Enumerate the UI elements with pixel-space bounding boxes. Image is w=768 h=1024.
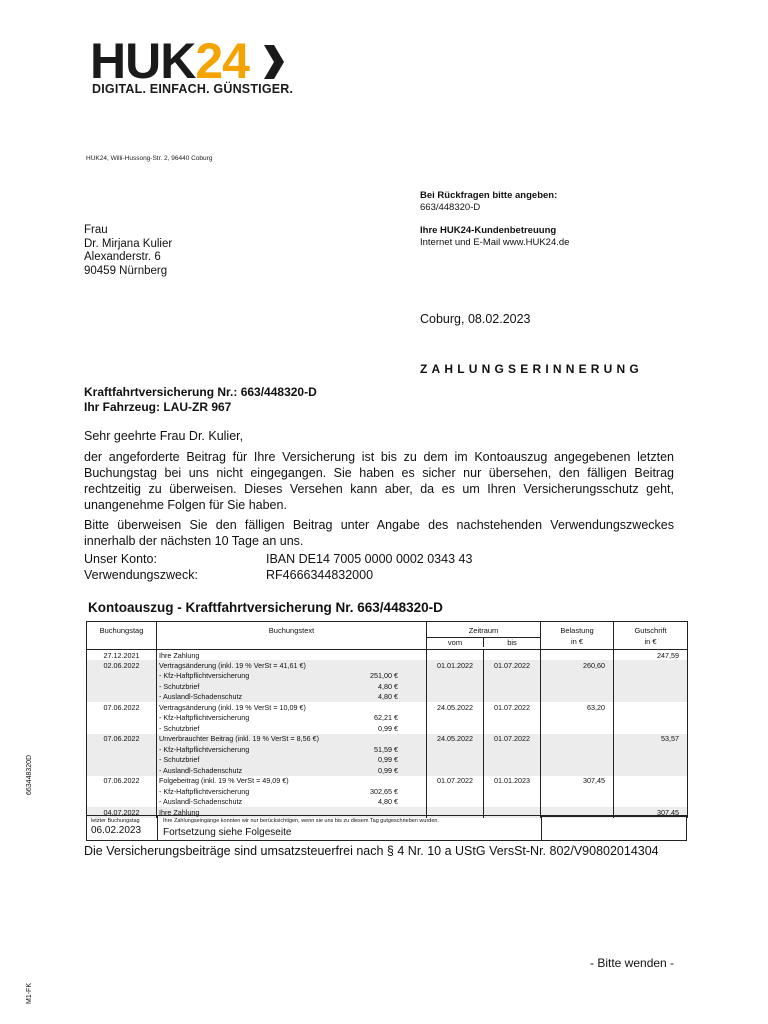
account-label: Unser Konto:	[84, 552, 157, 566]
cell-vom	[427, 681, 484, 692]
last-booking-label: letzter Buchungstag	[91, 818, 140, 824]
recipient-name: Dr. Mirjana Kulier	[84, 237, 173, 250]
cell-buchungstag: 07.06.2022	[103, 702, 140, 712]
cell-buchungstext: - Kfz-Haftpflichtversicherung	[157, 786, 357, 797]
table-row	[87, 765, 688, 776]
header-vom: vom	[447, 638, 463, 647]
cell-buchungstag: 04.07.2022	[87, 807, 157, 818]
letter-date: Coburg, 08.02.2023	[420, 312, 531, 326]
cell-gutschrift	[614, 702, 688, 713]
cell-bis	[484, 755, 541, 766]
cell-belastung	[541, 650, 614, 661]
cell-bis	[484, 786, 541, 797]
cell-buchungstext: - Schutzbrief	[157, 755, 357, 766]
cell-vom	[427, 797, 484, 808]
cell-buchungstext: - Auslandl-Schadenschutz	[157, 692, 357, 703]
recipient-address	[84, 224, 172, 278]
cell-buchungstag	[87, 671, 157, 682]
cell-teilbetrag: 0,99 €	[378, 723, 399, 733]
cell-vom	[427, 765, 484, 776]
cell-buchungstext: - Kfz-Haftpflichtversicherung	[157, 744, 357, 755]
cell-buchungstag: 07.06.2022	[103, 776, 140, 786]
cell-teilbetrag: 4,80 €	[378, 797, 399, 807]
cell-belastung	[541, 755, 614, 766]
recipient-street: Alexanderstr. 6	[84, 251, 161, 263]
service-contact: Internet und E-Mail www.HUK24.de	[420, 237, 570, 248]
reference-value: 663/448320-D	[420, 202, 481, 213]
cell-buchungstext: - Schutzbrief	[157, 723, 357, 734]
logo-word: HUK	[90, 33, 196, 89]
header-gutschrift-label: Gutschrift	[634, 626, 667, 635]
table-row	[87, 650, 688, 661]
cell-bis	[484, 650, 541, 661]
cell-gutschrift	[614, 765, 688, 776]
cell-gutschrift	[614, 681, 688, 692]
recipient-city: 90459 Nürnberg	[84, 264, 168, 277]
table-row	[87, 713, 688, 724]
table-row	[87, 692, 688, 703]
cell-teilbetrag: 51,59 €	[357, 744, 427, 755]
body-paragraph-1: der angeforderte Beitrag für Ihre Versicherung ist bis zu dem im Kontoauszug angegebenen letzten Buchungstag bei uns nicht eingegangen. Sie haben es sicher nur übersehen, den fälligen Beitrag rechtzeitig zu überweisen. Dieses Versehen kann aber, da es um Ihren Versicherungsschutz geht, unangenehme Folgen für Sie haben.	[84, 450, 674, 512]
side-document-id: 663448320D	[26, 754, 33, 795]
last-booking-date: 06.02.2023	[91, 825, 142, 836]
cell-vom	[427, 755, 484, 766]
cell-vom	[427, 692, 484, 703]
cell-teilbetrag: 0,99 €	[357, 755, 427, 766]
side-form-code: M1-FK	[26, 983, 33, 1004]
table-row	[87, 671, 688, 682]
cell-buchungstag	[87, 786, 157, 797]
cell-buchungstext: - Kfz-Haftpflichtversicherung	[157, 713, 357, 724]
cell-teilbetrag: 251,00 €	[357, 671, 427, 682]
cell-buchungstag	[87, 744, 157, 755]
cell-gutschrift	[614, 671, 688, 682]
cell-teilbetrag: 4,80 €	[357, 692, 427, 703]
cell-vom: 01.07.2022	[427, 776, 484, 787]
logo-tagline: DIGITAL. EINFACH. GÜNSTIGER.	[92, 82, 294, 96]
cell-bis	[484, 723, 541, 734]
subject-policy: Kraftfahrtversicherung Nr.: 663/448320-D	[84, 385, 317, 399]
cell-buchungstext: - Auslandl-Schadenschutz	[157, 797, 357, 808]
cell-gutschrift	[614, 786, 688, 797]
cell-gutschrift	[614, 776, 688, 787]
header-zeitraum-label: Zeitraum	[468, 626, 499, 635]
table-row	[87, 702, 688, 713]
cell-bis: 01.07.2022	[484, 734, 541, 745]
total-box	[541, 816, 687, 841]
cell-buchungstext: Ihre Zahlung	[157, 807, 357, 818]
greeting: Sehr geehrte Frau Dr. Kulier,	[84, 429, 244, 443]
cell-buchungstag	[87, 681, 157, 692]
cell-gutschrift	[614, 755, 688, 766]
cell-belastung	[541, 786, 614, 797]
cell-belastung	[541, 692, 614, 703]
cell-belastung	[541, 671, 614, 682]
cell-buchungstext: Unverbrauchter Beitrag (inkl. 19 % VerSt = 8,56 €)	[157, 734, 357, 745]
chevron-right-icon	[262, 43, 286, 81]
cell-belastung	[541, 681, 614, 692]
last-booking-cell	[87, 816, 158, 840]
cell-belastung: 260,60	[541, 660, 614, 671]
cell-belastung	[541, 713, 614, 724]
header-belastung-unit: in €	[570, 637, 584, 646]
account-iban: IBAN DE14 7005 0000 0002 0343 43	[266, 552, 473, 566]
cell-buchungstag	[87, 755, 157, 766]
cell-bis	[484, 681, 541, 692]
header-zeitraum	[427, 622, 541, 650]
cell-gutschrift	[614, 692, 688, 703]
cell-belastung	[541, 744, 614, 755]
cell-teilbetrag	[357, 650, 427, 661]
cell-gutschrift	[614, 744, 688, 755]
cell-buchungstag	[87, 692, 157, 703]
logo-number: 24	[195, 33, 249, 89]
cell-bis	[484, 671, 541, 682]
cell-vom: 01.01.2022	[427, 660, 484, 671]
cell-buchungstag	[87, 765, 157, 776]
cell-bis: 01.07.2022	[484, 702, 541, 713]
cell-gutschrift: 247,59	[614, 650, 688, 661]
cell-buchungstag	[87, 723, 157, 734]
continuation-note: Fortsetzung siehe Folgeseite	[163, 827, 292, 838]
cell-vom	[427, 744, 484, 755]
tax-exemption-note: Die Versicherungsbeiträge sind umsatzsteuerfrei nach § 4 Nr. 10 a UStG VersSt-Nr. 802/V90802014304	[84, 844, 659, 858]
cell-bis: 01.01.2023	[484, 776, 541, 787]
cell-gutschrift: 307,45	[614, 807, 688, 818]
cell-bis	[484, 765, 541, 776]
cell-vom	[427, 786, 484, 797]
table-row	[87, 723, 688, 734]
cell-gutschrift	[614, 713, 688, 724]
cell-buchungstag: 07.06.2022	[87, 734, 157, 745]
payment-note: Ihre Zahlungseingänge konnten wir nur berücksichtigen, wenn sie uns bis zu diesem Tag gutgeschrieben wurden.	[163, 818, 439, 824]
header-belastung	[541, 622, 614, 650]
table-row	[87, 755, 688, 766]
cell-bis	[484, 797, 541, 808]
cell-belastung	[541, 723, 614, 734]
table-row	[87, 786, 688, 797]
cell-teilbetrag: 4,80 €	[357, 681, 427, 692]
cell-bis	[484, 692, 541, 703]
cell-belastung	[541, 734, 614, 745]
cell-gutschrift	[614, 660, 688, 671]
cell-vom	[427, 671, 484, 682]
subject-vehicle: Ihr Fahrzeug: LAU-ZR 967	[84, 399, 232, 414]
cell-buchungstag	[87, 797, 157, 808]
cell-gutschrift: 53,57	[614, 734, 688, 745]
header-buchungstext: Buchungstext	[157, 622, 427, 650]
header-gutschrift-unit: in €	[644, 637, 657, 646]
header-belastung-label: Belastung	[560, 626, 594, 635]
sender-address-line: HUK24, Willi-Hussong-Str. 2, 96440 Coburg	[86, 155, 213, 162]
cell-teilbetrag: 62,21 €	[374, 713, 399, 723]
recipient-salutation: Frau	[84, 224, 108, 236]
cell-gutschrift	[614, 797, 688, 808]
body-paragraph-2: Bitte überweisen Sie den fälligen Beitrag unter Angabe des nachstehenden Verwendungszweckes innerhalb der nächsten 10 Tage an uns.	[84, 518, 674, 548]
cell-belastung	[541, 765, 614, 776]
cell-bis	[484, 744, 541, 755]
cell-gutschrift	[614, 723, 688, 734]
huk24-logo	[90, 33, 286, 89]
cell-buchungstag	[87, 713, 157, 724]
statement-heading: Kontoauszug - Kraftfahrtversicherung Nr. 663/448320-D	[88, 600, 443, 615]
subject	[84, 385, 317, 414]
cell-teilbetrag	[357, 660, 427, 671]
cell-bis: 01.07.2022	[484, 660, 541, 671]
cell-vom: 24.05.2022	[427, 702, 484, 713]
service-label: Ihre HUK24-Kundenbetreuung	[420, 225, 557, 236]
cell-buchungstag: 02.06.2022	[87, 660, 157, 671]
cell-belastung: 63,20	[541, 702, 614, 713]
cell-belastung	[541, 797, 614, 808]
account-statement-table	[86, 621, 688, 818]
cell-buchungstext: Folgebeitrag (inkl. 19 % VerSt = 49,09 €)	[157, 776, 357, 787]
cell-buchungstext: - Kfz-Haftpflichtversicherung	[157, 671, 357, 682]
cell-teilbetrag: 0,99 €	[357, 765, 427, 776]
table-row	[87, 776, 688, 787]
cell-buchungstag: 27.12.2021	[103, 650, 140, 660]
turn-page-note: - Bitte wenden -	[590, 956, 675, 970]
header-gutschrift	[614, 622, 688, 650]
table-row	[87, 660, 688, 671]
cell-teilbetrag	[357, 734, 427, 745]
cell-buchungstext: Ihre Zahlung	[157, 650, 357, 661]
purpose-value: RF4666344832000	[266, 568, 374, 582]
cell-teilbetrag: 302,65 €	[370, 786, 399, 796]
reference-label: Bei Rückfragen bitte angeben:	[420, 190, 558, 201]
cell-buchungstext: - Auslandl-Schadenschutz	[157, 765, 357, 776]
cell-buchungstext: Vertragsänderung (inkl. 19 % VerSt = 41,61 €)	[157, 660, 357, 671]
purpose-label: Verwendungszweck:	[84, 568, 198, 582]
header-buchungstag: Buchungstag	[99, 626, 144, 635]
table-row	[87, 681, 688, 692]
cell-buchungstext: Vertragsänderung (inkl. 19 % VerSt = 10,09 €)	[157, 702, 357, 713]
table-row	[87, 797, 688, 808]
cell-vom	[427, 723, 484, 734]
document-title: ZAHLUNGSERINNERUNG	[420, 362, 643, 376]
header-bis: bis	[483, 638, 540, 647]
table-row	[87, 734, 688, 745]
cell-vom	[427, 650, 484, 661]
cell-bis	[484, 713, 541, 724]
table-row	[87, 744, 688, 755]
cell-teilbetrag	[357, 702, 427, 713]
cell-teilbetrag	[357, 776, 427, 787]
cell-buchungstext: - Schutzbrief	[157, 681, 357, 692]
statement-footer	[86, 815, 687, 841]
cell-belastung: 307,45	[541, 776, 614, 787]
cell-vom: 24.05.2022	[427, 734, 484, 745]
cell-vom	[427, 713, 484, 724]
